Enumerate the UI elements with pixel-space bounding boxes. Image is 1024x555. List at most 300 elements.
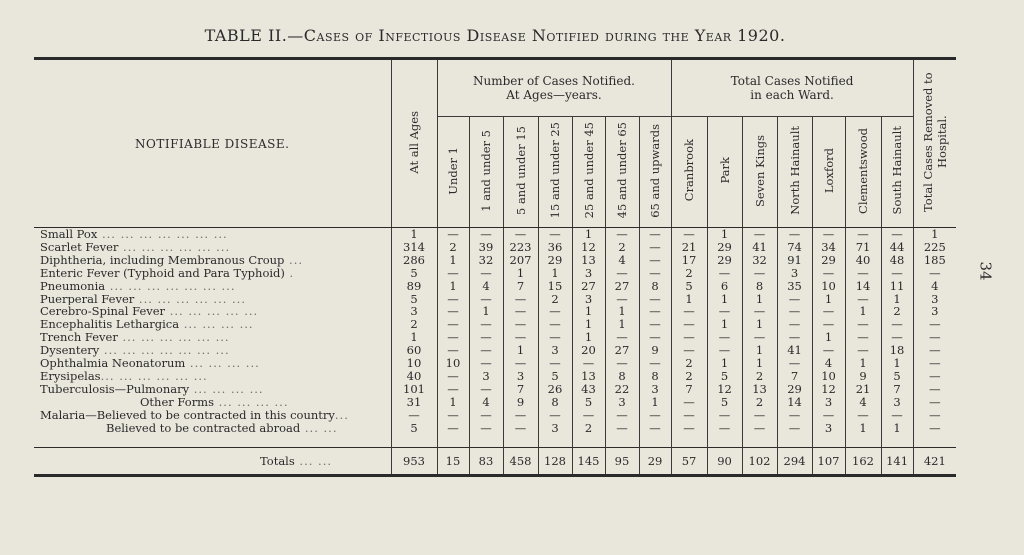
total-value-cell: 107 <box>812 447 845 475</box>
value-cell: 1 <box>437 396 469 409</box>
value-cell: — <box>639 422 671 435</box>
value-cell: — <box>437 293 469 306</box>
value-cell: 5 <box>881 370 913 383</box>
total-value-cell: 145 <box>572 447 605 475</box>
disease-name-cell: Erysipelas... ... ... ... ... ... <box>40 369 208 383</box>
value-cell: 1 <box>437 280 469 293</box>
value-cell: 27 <box>605 344 639 357</box>
value-cell: 13 <box>572 370 605 383</box>
value-cell: — <box>469 357 503 370</box>
value-cell: 3 <box>881 396 913 409</box>
value-cell: 21 <box>845 383 881 396</box>
value-cell: 1 <box>671 293 707 306</box>
value-cell: 35 <box>777 280 812 293</box>
value-cell: 6 <box>707 280 742 293</box>
value-cell: 5 <box>391 293 437 306</box>
value-cell: 1 <box>572 318 605 331</box>
value-cell: 10 <box>812 370 845 383</box>
totals-label: Totals ... ... <box>34 447 391 475</box>
value-cell: 3 <box>639 383 671 396</box>
value-cell: — <box>742 331 777 344</box>
value-cell: — <box>913 396 956 409</box>
value-cell: 1 <box>503 267 538 280</box>
table-row <box>34 331 956 344</box>
value-cell: — <box>881 228 913 241</box>
value-cell: — <box>503 409 538 422</box>
value-cell: 41 <box>742 241 777 254</box>
value-cell: — <box>707 344 742 357</box>
value-cell: 3 <box>913 305 956 318</box>
value-cell: — <box>469 228 503 241</box>
value-cell: 1 <box>881 422 913 435</box>
disease-name-cell: Trench Fever ... ... ... ... ... ... <box>40 331 230 345</box>
value-cell: — <box>437 409 469 422</box>
value-cell: 1 <box>572 305 605 318</box>
value-cell: — <box>538 318 572 331</box>
value-cell: 4 <box>913 280 956 293</box>
disease-name-cell: Diphtheria, including Membranous Croup ... <box>40 253 304 267</box>
value-cell: — <box>777 305 812 318</box>
table-row <box>34 357 956 370</box>
value-cell: — <box>639 267 671 280</box>
value-cell: 40 <box>845 254 881 267</box>
table-row <box>34 228 956 241</box>
disease-name-cell: Enteric Fever (Typhoid and Para Typhoid) . <box>40 266 295 280</box>
value-cell: — <box>913 409 956 422</box>
value-cell: — <box>639 293 671 306</box>
value-cell: 91 <box>777 254 812 267</box>
value-cell: 1 <box>538 267 572 280</box>
value-cell: — <box>881 318 913 331</box>
value-cell: — <box>605 422 639 435</box>
value-cell: — <box>437 344 469 357</box>
value-cell: — <box>639 318 671 331</box>
value-cell: 5 <box>391 422 437 435</box>
value-cell: 4 <box>845 396 881 409</box>
value-cell: 314 <box>391 241 437 254</box>
value-cell: 43 <box>572 383 605 396</box>
value-cell: — <box>777 293 812 306</box>
value-cell: 44 <box>881 241 913 254</box>
value-cell: 1 <box>707 228 742 241</box>
value-cell: — <box>639 357 671 370</box>
value-cell: 2 <box>742 396 777 409</box>
value-cell: 1 <box>605 305 639 318</box>
table-row <box>34 241 956 254</box>
value-cell: 14 <box>777 396 812 409</box>
value-cell: 5 <box>671 280 707 293</box>
value-cell: — <box>812 228 845 241</box>
value-cell: 27 <box>605 280 639 293</box>
disease-name-cell: Small Pox ... ... ... ... ... ... ... <box>40 227 228 241</box>
value-cell: — <box>538 357 572 370</box>
value-cell: — <box>469 267 503 280</box>
value-cell: 1 <box>913 228 956 241</box>
value-cell: — <box>913 344 956 357</box>
table-row <box>34 370 956 383</box>
value-cell: — <box>707 409 742 422</box>
value-cell: 1 <box>881 357 913 370</box>
value-cell: — <box>437 318 469 331</box>
value-cell: — <box>538 305 572 318</box>
value-cell: — <box>437 305 469 318</box>
value-cell: — <box>845 293 881 306</box>
all-ages-header: At all Ages <box>391 59 437 228</box>
value-cell: 8 <box>605 370 639 383</box>
value-cell: 3 <box>572 293 605 306</box>
value-cell: 4 <box>605 254 639 267</box>
table-row <box>34 422 956 435</box>
value-cell: 3 <box>503 370 538 383</box>
value-cell: 39 <box>469 241 503 254</box>
value-cell: 1 <box>742 318 777 331</box>
value-cell: — <box>671 409 707 422</box>
value-cell: 3 <box>538 422 572 435</box>
value-cell: — <box>671 318 707 331</box>
value-cell: 10 <box>812 280 845 293</box>
value-cell: 29 <box>707 254 742 267</box>
value-cell: 10 <box>437 357 469 370</box>
value-cell: 185 <box>913 254 956 267</box>
value-cell: — <box>812 409 845 422</box>
value-cell: — <box>671 331 707 344</box>
total-value-cell: 294 <box>777 447 812 475</box>
value-cell: — <box>437 383 469 396</box>
value-cell: 2 <box>881 305 913 318</box>
value-cell: 3 <box>538 344 572 357</box>
value-cell: — <box>777 409 812 422</box>
value-cell: — <box>881 331 913 344</box>
age-col-header: 25 and under 45 <box>572 117 605 228</box>
value-cell: 2 <box>671 370 707 383</box>
value-cell: — <box>503 331 538 344</box>
value-cell: — <box>845 331 881 344</box>
value-cell: — <box>437 228 469 241</box>
value-cell: — <box>469 383 503 396</box>
disease-name-cell: Scarlet Fever ... ... ... ... ... ... <box>40 240 231 254</box>
value-cell: 1 <box>391 331 437 344</box>
value-cell: 2 <box>572 422 605 435</box>
value-cell: 71 <box>845 241 881 254</box>
total-value-cell: 95 <box>605 447 639 475</box>
value-cell: — <box>913 318 956 331</box>
value-cell: 8 <box>742 280 777 293</box>
value-cell: 9 <box>639 344 671 357</box>
total-value-cell: 458 <box>503 447 538 475</box>
value-cell: 48 <box>881 254 913 267</box>
total-value-cell: 953 <box>391 447 437 475</box>
value-cell: 12 <box>812 383 845 396</box>
value-cell: 3 <box>469 370 503 383</box>
table-row <box>34 305 956 318</box>
table-row <box>34 254 956 267</box>
page-number: 34 <box>976 261 995 281</box>
value-cell: 13 <box>572 254 605 267</box>
value-cell: 27 <box>572 280 605 293</box>
ward-col-header: Cranbrook <box>671 117 707 228</box>
value-cell: — <box>605 293 639 306</box>
age-col-header: Under 1 <box>437 117 469 228</box>
value-cell: 12 <box>707 383 742 396</box>
value-cell: 29 <box>812 254 845 267</box>
age-col-header: 45 and under 65 <box>605 117 639 228</box>
age-group-header: Number of Cases Notified. At Ages—years. <box>437 59 671 117</box>
value-cell: — <box>503 422 538 435</box>
ward-col-header: Clementswood <box>845 117 881 228</box>
value-cell: — <box>742 305 777 318</box>
value-cell: — <box>812 318 845 331</box>
value-cell: — <box>671 396 707 409</box>
value-cell: — <box>777 357 812 370</box>
age-col-header: 1 and under 5 <box>469 117 503 228</box>
disease-name-cell: Tuberculosis—Pulmonary ... ... ... ... <box>40 382 264 396</box>
removed-header: Total Cases Removed to Hospital. <box>913 59 956 228</box>
value-cell: 1 <box>881 293 913 306</box>
value-cell: — <box>469 344 503 357</box>
value-cell: — <box>639 241 671 254</box>
value-cell: — <box>503 293 538 306</box>
value-cell: — <box>391 409 437 422</box>
value-cell: 2 <box>671 267 707 280</box>
value-cell: 31 <box>391 396 437 409</box>
value-cell: 1 <box>845 422 881 435</box>
table-row <box>34 280 956 293</box>
value-cell: 26 <box>538 383 572 396</box>
value-cell: 3 <box>391 305 437 318</box>
value-cell: 32 <box>742 254 777 267</box>
total-value-cell: 29 <box>639 447 671 475</box>
value-cell: — <box>639 331 671 344</box>
value-cell: — <box>503 357 538 370</box>
value-cell: 18 <box>881 344 913 357</box>
value-cell: 1 <box>437 254 469 267</box>
value-cell: 1 <box>742 293 777 306</box>
value-cell: — <box>777 318 812 331</box>
value-cell: — <box>845 267 881 280</box>
value-cell: — <box>605 331 639 344</box>
value-cell: 1 <box>845 357 881 370</box>
ward-col-header: South Hainault <box>881 117 913 228</box>
value-cell: 74 <box>777 241 812 254</box>
value-cell: 1 <box>469 305 503 318</box>
value-cell: — <box>469 293 503 306</box>
value-cell: — <box>605 228 639 241</box>
value-cell: — <box>605 409 639 422</box>
value-cell: 4 <box>469 396 503 409</box>
value-cell: — <box>538 331 572 344</box>
value-cell: — <box>639 305 671 318</box>
total-value-cell: 57 <box>671 447 707 475</box>
value-cell: 1 <box>742 344 777 357</box>
value-cell: 41 <box>777 344 812 357</box>
value-cell: — <box>469 409 503 422</box>
value-cell: 2 <box>605 241 639 254</box>
value-cell: — <box>639 409 671 422</box>
value-cell: 5 <box>707 370 742 383</box>
value-cell: — <box>777 422 812 435</box>
total-value-cell: 15 <box>437 447 469 475</box>
value-cell: 10 <box>391 357 437 370</box>
value-cell: 286 <box>391 254 437 267</box>
totals-row <box>34 447 956 475</box>
value-cell: 1 <box>572 228 605 241</box>
value-cell: — <box>671 344 707 357</box>
disease-name-cell: Malaria—Believed to be contracted in this country... <box>40 408 349 422</box>
age-col-header: 65 and upwards <box>639 117 671 228</box>
value-cell: — <box>639 254 671 267</box>
disease-name-cell: Ophthalmia Neonatorum ... ... ... ... <box>40 357 260 370</box>
value-cell: — <box>913 370 956 383</box>
value-cell: 7 <box>777 370 812 383</box>
value-cell: 13 <box>742 383 777 396</box>
table-row <box>34 396 956 409</box>
disease-name-cell: Puerperal Fever ... ... ... ... ... ... <box>40 292 246 306</box>
value-cell: — <box>845 318 881 331</box>
total-value-cell: 162 <box>845 447 881 475</box>
value-cell: 29 <box>538 254 572 267</box>
value-cell: — <box>671 305 707 318</box>
value-cell: 5 <box>391 267 437 280</box>
age-col-header: 15 and under 25 <box>538 117 572 228</box>
age-col-header: 5 and under 15 <box>503 117 538 228</box>
value-cell: — <box>707 267 742 280</box>
value-cell: 225 <box>913 241 956 254</box>
value-cell: — <box>707 305 742 318</box>
value-cell: — <box>881 267 913 280</box>
value-cell: 2 <box>538 293 572 306</box>
value-cell: — <box>913 267 956 280</box>
value-cell: 3 <box>605 396 639 409</box>
value-cell: — <box>605 357 639 370</box>
value-cell: — <box>437 331 469 344</box>
value-cell: 1 <box>391 228 437 241</box>
value-cell: — <box>777 228 812 241</box>
value-cell: 12 <box>572 241 605 254</box>
value-cell: — <box>572 409 605 422</box>
value-cell: — <box>913 422 956 435</box>
value-cell: 1 <box>503 344 538 357</box>
value-cell: 1 <box>707 293 742 306</box>
value-cell: 1 <box>707 318 742 331</box>
value-cell: 101 <box>391 383 437 396</box>
value-cell: 1 <box>845 305 881 318</box>
value-cell: 8 <box>639 280 671 293</box>
value-cell: 2 <box>742 370 777 383</box>
total-value-cell: 90 <box>707 447 742 475</box>
value-cell: 5 <box>572 396 605 409</box>
value-cell: — <box>812 267 845 280</box>
value-cell: 40 <box>391 370 437 383</box>
ward-col-header: North Hainault <box>777 117 812 228</box>
value-cell: 1 <box>707 357 742 370</box>
value-cell: — <box>881 409 913 422</box>
value-cell: — <box>671 422 707 435</box>
disease-name-cell: Cerebro-Spinal Fever ... ... ... ... ... <box>40 305 259 319</box>
value-cell: — <box>437 370 469 383</box>
value-cell: 1 <box>812 331 845 344</box>
ward-col-header: Loxford <box>812 117 845 228</box>
value-cell: 3 <box>812 422 845 435</box>
value-cell: 5 <box>707 396 742 409</box>
disease-table <box>34 57 956 477</box>
table-title: TABLE II.—Cases of Infectious Disease Notified during the Year 1920. <box>204 26 786 45</box>
value-cell: 7 <box>881 383 913 396</box>
value-cell: 223 <box>503 241 538 254</box>
value-cell: 3 <box>812 396 845 409</box>
value-cell: — <box>671 228 707 241</box>
value-cell: — <box>812 344 845 357</box>
value-cell: — <box>742 267 777 280</box>
value-cell: 17 <box>671 254 707 267</box>
value-cell: 1 <box>605 318 639 331</box>
value-cell: 4 <box>469 280 503 293</box>
value-cell: — <box>913 357 956 370</box>
ward-group-header: Total Cases Notified in each Ward. <box>671 59 913 117</box>
total-value-cell: 421 <box>913 447 956 475</box>
value-cell: 1 <box>639 396 671 409</box>
total-value-cell: 141 <box>881 447 913 475</box>
value-cell: 7 <box>503 383 538 396</box>
ward-col-header: Park <box>707 117 742 228</box>
value-cell: 2 <box>391 318 437 331</box>
value-cell: — <box>707 331 742 344</box>
value-cell: 2 <box>671 357 707 370</box>
disease-name-cell: Encephalitis Lethargica ... ... ... ... <box>40 318 254 332</box>
value-cell: 20 <box>572 344 605 357</box>
value-cell: 34 <box>812 241 845 254</box>
total-value-cell: 102 <box>742 447 777 475</box>
value-cell: 36 <box>538 241 572 254</box>
value-cell: 8 <box>538 396 572 409</box>
value-cell: — <box>742 228 777 241</box>
value-cell: — <box>469 331 503 344</box>
value-cell: — <box>742 409 777 422</box>
value-cell: 1 <box>572 331 605 344</box>
value-cell: 7 <box>503 280 538 293</box>
value-cell: — <box>742 422 777 435</box>
value-cell: — <box>437 422 469 435</box>
value-cell: — <box>538 228 572 241</box>
ward-col-header: Seven Kings <box>742 117 777 228</box>
value-cell: — <box>469 422 503 435</box>
value-cell: — <box>639 228 671 241</box>
value-cell: 3 <box>572 267 605 280</box>
value-cell: 9 <box>845 370 881 383</box>
value-cell: — <box>812 305 845 318</box>
value-cell: — <box>437 267 469 280</box>
value-cell: — <box>503 305 538 318</box>
value-cell: — <box>572 357 605 370</box>
table-row <box>34 383 956 396</box>
value-cell: — <box>469 318 503 331</box>
value-cell: 3 <box>777 267 812 280</box>
value-cell: 15 <box>538 280 572 293</box>
value-cell: 1 <box>812 293 845 306</box>
disease-column-header: NOTIFIABLE DISEASE. <box>34 59 391 228</box>
value-cell: — <box>913 383 956 396</box>
total-value-cell: 128 <box>538 447 572 475</box>
value-cell: 60 <box>391 344 437 357</box>
value-cell: 29 <box>707 241 742 254</box>
value-cell: 3 <box>913 293 956 306</box>
table-row <box>34 344 956 357</box>
table-row <box>34 318 956 331</box>
value-cell: 4 <box>812 357 845 370</box>
disease-name-cell: Believed to be contracted abroad ... ... <box>106 421 338 435</box>
disease-name-cell: Dysentery ... ... ... ... ... ... ... <box>40 344 230 358</box>
value-cell: — <box>845 409 881 422</box>
table-row <box>34 409 956 422</box>
